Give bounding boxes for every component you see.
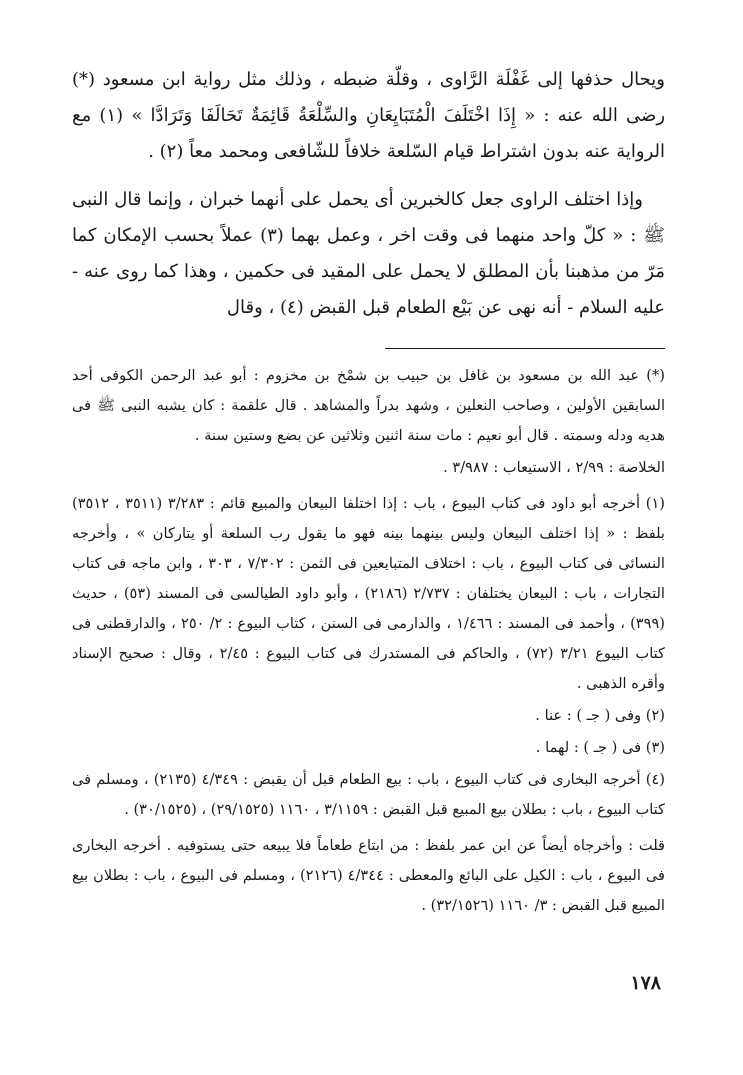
- footnote-2: (٢) وفى ( جـ ) : عنا .: [535, 707, 665, 724]
- main-paragraph-2: وإذا اختلف الراوى جعل كالخبرين أى يحمل على أنهما خبران ، وإنما قال النبى ﷺ : « كلّ واحد منهما فى وقت اخر ، وعمل بهما (٣) عملاً بحسب الإمكان كما مَرّ من مذهبنا بأن المطلق لا يحمل على المقيد فى حكمين ، وهذا كما روى عنه - عليه السلام - أنه نهى عن بَيْع الطعام قبل القبض (٤) ، وقال: [72, 189, 665, 318]
- footnote-3: (٣) فى ( جـ ) : لهما .: [535, 739, 665, 756]
- footnote-divider: [385, 348, 665, 349]
- main-paragraph-1: ويحال حذفها إلى غَفْلَة الرَّاوى ، وقلّة ضبطه ، وذلك مثل رواية ابن مسعود (*) رضى الله عنه : « إِذَا اخْتَلَفَ الْمُتَبَايِعَانِ والسِّلْعَةُ قَائِمَةٌ تَحَالَفَا وَتَرَادَّا » (١) مع الرواية عنه بدون اشتراط قيام السّلعة خلافاً للشّافعى ومحمد معاً (٢) .: [72, 69, 666, 162]
- footnote-1: (١) أخرجه أبو داود فى كتاب البيوع ، باب : إذا اختلفا البيعان والمبيع قائم : ٣/٢٨٣ (٣٥١١ ، ٣٥١٢) بلفظ : « إذا اختلف البيعان وليس بينهما بينه فهو ما يقول رب السلعة أو يتاركان » ، وأخرجه النسائى فى كتاب البيوع ، باب : اختلاف المتبايعين فى الثمن : ٧/٣٠٢ ، ٣٠٣ ، وابن ماجه فى كتاب التجارات ، باب : البيعان يختلفان : ٢/٧٣٧ (٢١٨٦) ، وأبو داود الطيالسى فى المسند (٥٣) ، حديث (٣٩٩) ، وأحمد فى المسند : ١/٤٦٦ ، والدارمى فى السنن ، كتاب البيوع : ٢/ ٢٥٠ ، والدارقطنى فى كتاب البيوع ٣/٢١ (٧٢) ، والحاكم فى المستدرك فى كتاب البيوع : ٢/٤٥ ، وقال : صحيح الإسناد وأقره الذهبى .: [72, 495, 665, 692]
- main-text: [72, 62, 665, 326]
- footnote-sources: الخلاصة : ٢/٩٩ ، الاستيعاب : ٣/٩٨٧ .: [443, 459, 665, 476]
- page-number: ١٧٨: [630, 972, 661, 994]
- footnote-4: (٤) أخرجه البخارى فى كتاب البيوع ، باب : بيع الطعام قبل أن يقبض : ٤/٣٤٩ (٢١٣٥) ، ومسلم فى كتاب البيوع ، باب : بطلان بيع المبيع قبل القبض : ٣/١١٥٩ ، ١١٦٠ (٢٩/١٥٢٥) ، (٣٠/١٥٢٥) .: [72, 771, 665, 818]
- footnote-biography: (*) عبد الله بن مسعود بن غافل بن حبيب بن شمْخ بن مخزوم : أبو عبد الرحمن الكوفى أحد السابقين الأولين ، وصاحب النعلين ، وشهد بدراً والمشاهد . قال علقمة : كان يشبه النبى ﷺ فى هديه ودله وسمته . قال أبو نعيم : مات سنة اثنين وثلاثين عن بضع وستين سنة .: [72, 367, 665, 444]
- footnotes: [72, 361, 665, 921]
- footnote-comment: قلت : وأخرجاه أيضاً عن ابن عمر بلفظ : من ابتاع طعاماً فلا يبيعه حتى يستوفيه . أخرجه البخارى فى البيوع ، باب : الكيل على البائع والمعطى : ٤/٣٤٤ (٢١٢٦) ، ومسلم فى البيوع ، باب : بطلان بيع المبيع قبل القبض : ٣/ ١١٦٠ (٣٢/١٥٢٦) .: [72, 837, 666, 914]
